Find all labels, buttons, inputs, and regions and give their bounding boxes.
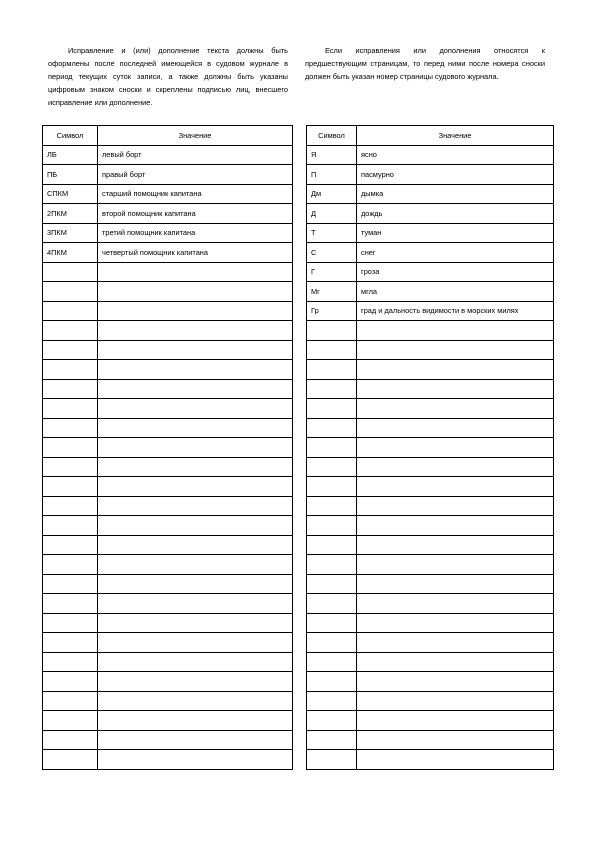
- symbol-cell: [307, 457, 357, 477]
- meaning-cell: град и дальность видимости в морских милях: [357, 301, 554, 321]
- meaning-cell: дымка: [357, 184, 554, 204]
- symbol-cell: [43, 477, 98, 497]
- symbol-cell: [43, 574, 98, 594]
- symbol-cell: [307, 496, 357, 516]
- table-row: [43, 730, 293, 750]
- symbol-cell: СПКМ: [43, 184, 98, 204]
- meaning-cell: [98, 516, 293, 536]
- table-row: [43, 477, 293, 497]
- meaning-cell: [98, 594, 293, 614]
- symbols-table-right: [306, 125, 554, 770]
- symbol-cell: [43, 594, 98, 614]
- symbol-cell: [307, 711, 357, 731]
- table-row: [307, 438, 554, 458]
- meaning-cell: [357, 633, 554, 653]
- meaning-cell: гроза: [357, 262, 554, 282]
- symbol-cell: [307, 399, 357, 419]
- table-row: [307, 711, 554, 731]
- meaning-cell: [357, 516, 554, 536]
- note-left: Исправление и (или) дополнение текста должны быть оформлены после последней имеющейся в судовом журнале в период текущих суток записи, а также должны быть указаны цифровым знаком сноски и скреплены подписью лиц, внесшего исправление или дополнение.: [48, 46, 288, 107]
- meaning-cell: [357, 594, 554, 614]
- meaning-cell: старший помощник капитана: [98, 184, 293, 204]
- symbol-cell: [43, 301, 98, 321]
- table-row: [43, 204, 293, 224]
- table-row: [43, 360, 293, 380]
- symbol-cell: [43, 711, 98, 731]
- meaning-cell: [98, 262, 293, 282]
- symbol-cell: П: [307, 165, 357, 185]
- symbols-table-left: [42, 125, 293, 770]
- meaning-cell: [98, 360, 293, 380]
- meaning-cell: [357, 321, 554, 341]
- table-row: [43, 750, 293, 770]
- table-row: [307, 379, 554, 399]
- meaning-cell: пасмурно: [357, 165, 554, 185]
- meaning-cell: второй помощник капитана: [98, 204, 293, 224]
- meaning-cell: [357, 730, 554, 750]
- meaning-cell: третий помощник капитана: [98, 223, 293, 243]
- meaning-cell: [98, 555, 293, 575]
- table-row: [43, 321, 293, 341]
- symbol-cell: Д: [307, 204, 357, 224]
- table-row: [43, 516, 293, 536]
- meaning-cell: [98, 672, 293, 692]
- meaning-cell: [98, 613, 293, 633]
- table-row: [43, 711, 293, 731]
- symbol-cell: [307, 652, 357, 672]
- table-row: [307, 184, 554, 204]
- symbol-cell: [307, 691, 357, 711]
- meaning-cell: правый борт: [98, 165, 293, 185]
- table-row: [307, 165, 554, 185]
- symbol-cell: [307, 516, 357, 536]
- meaning-cell: [98, 438, 293, 458]
- meaning-cell: [98, 750, 293, 770]
- meaning-cell: [98, 301, 293, 321]
- table-header-row: [307, 126, 554, 146]
- symbol-cell: 2ПКМ: [43, 204, 98, 224]
- table-row: [307, 613, 554, 633]
- note-right: Если исправления или дополнения относятся к предшествующим страницам, то перед ними после номера сноски должен быть указан номер страницы судового журнала.: [305, 46, 545, 81]
- symbol-cell: [307, 321, 357, 341]
- table-row: [307, 516, 554, 536]
- symbol-cell: [307, 555, 357, 575]
- meaning-cell: [357, 457, 554, 477]
- table-row: [43, 262, 293, 282]
- meaning-cell: снег: [357, 243, 554, 263]
- table-row: [307, 145, 554, 165]
- symbol-cell: [43, 496, 98, 516]
- meaning-cell: [98, 652, 293, 672]
- header-meaning: Значение: [98, 126, 293, 146]
- symbol-cell: ПБ: [43, 165, 98, 185]
- symbol-cell: [307, 360, 357, 380]
- meaning-cell: [98, 321, 293, 341]
- table-row: [307, 496, 554, 516]
- table-row: [43, 379, 293, 399]
- table-row: [307, 535, 554, 555]
- table-row: [307, 730, 554, 750]
- symbol-cell: Я: [307, 145, 357, 165]
- table-row: [43, 613, 293, 633]
- table-row: [43, 672, 293, 692]
- table-row: [43, 633, 293, 653]
- symbol-cell: [43, 613, 98, 633]
- meaning-cell: [98, 340, 293, 360]
- meaning-cell: [98, 379, 293, 399]
- symbol-cell: Мг: [307, 282, 357, 302]
- meaning-cell: [98, 730, 293, 750]
- symbol-cell: 4ПКМ: [43, 243, 98, 263]
- table-row: [307, 360, 554, 380]
- meaning-cell: [357, 360, 554, 380]
- symbol-cell: [307, 379, 357, 399]
- symbol-cell: [43, 399, 98, 419]
- table-row: [307, 399, 554, 419]
- table-row: [43, 594, 293, 614]
- meaning-cell: туман: [357, 223, 554, 243]
- table-row: [307, 672, 554, 692]
- symbol-cell: [43, 457, 98, 477]
- symbol-cell: [307, 633, 357, 653]
- table-row: [43, 223, 293, 243]
- meaning-cell: [357, 555, 554, 575]
- meaning-cell: [98, 399, 293, 419]
- table-row: [307, 321, 554, 341]
- symbol-cell: Гр: [307, 301, 357, 321]
- table-row: [43, 457, 293, 477]
- table-row: [307, 594, 554, 614]
- meaning-cell: [357, 711, 554, 731]
- symbol-cell: Дм: [307, 184, 357, 204]
- table-row: [307, 457, 554, 477]
- table-header-row: [43, 126, 293, 146]
- header-meaning: Значение: [357, 126, 554, 146]
- table-row: [43, 399, 293, 419]
- meaning-cell: [357, 438, 554, 458]
- table-row: [43, 340, 293, 360]
- meaning-cell: [357, 574, 554, 594]
- symbol-cell: [43, 672, 98, 692]
- symbol-cell: [43, 360, 98, 380]
- meaning-cell: [98, 691, 293, 711]
- table-row: [307, 204, 554, 224]
- table-row: [307, 262, 554, 282]
- meaning-cell: [357, 379, 554, 399]
- table-row: [43, 496, 293, 516]
- symbol-cell: Т: [307, 223, 357, 243]
- symbol-cell: [43, 516, 98, 536]
- symbol-cell: [43, 535, 98, 555]
- symbol-cell: [43, 262, 98, 282]
- symbol-cell: [307, 594, 357, 614]
- symbol-cell: [43, 750, 98, 770]
- symbol-cell: [43, 633, 98, 653]
- table-row: [43, 145, 293, 165]
- meaning-cell: [98, 496, 293, 516]
- table-row: [307, 301, 554, 321]
- symbol-cell: [43, 418, 98, 438]
- symbol-cell: [43, 730, 98, 750]
- symbol-cell: ЛБ: [43, 145, 98, 165]
- symbol-cell: [307, 340, 357, 360]
- meaning-cell: ясно: [357, 145, 554, 165]
- meaning-cell: дождь: [357, 204, 554, 224]
- table-row: [43, 282, 293, 302]
- table-row: [307, 555, 554, 575]
- table-row: [43, 652, 293, 672]
- symbol-cell: С: [307, 243, 357, 263]
- meaning-cell: [98, 418, 293, 438]
- meaning-cell: [357, 535, 554, 555]
- symbol-cell: [43, 379, 98, 399]
- table-row: [307, 418, 554, 438]
- symbol-cell: [307, 438, 357, 458]
- table-row: [43, 184, 293, 204]
- symbol-cell: [43, 438, 98, 458]
- table-row: [307, 282, 554, 302]
- meaning-cell: [357, 418, 554, 438]
- meaning-cell: [98, 711, 293, 731]
- symbol-cell: [307, 672, 357, 692]
- meaning-cell: [357, 613, 554, 633]
- symbol-cell: [43, 321, 98, 341]
- symbol-cell: [307, 477, 357, 497]
- meaning-cell: [357, 496, 554, 516]
- table-row: [43, 535, 293, 555]
- table-row: [43, 301, 293, 321]
- table-row: [43, 243, 293, 263]
- meaning-cell: [357, 672, 554, 692]
- meaning-cell: [357, 691, 554, 711]
- meaning-cell: [98, 477, 293, 497]
- meaning-cell: [98, 282, 293, 302]
- symbol-cell: [307, 418, 357, 438]
- symbol-cell: Г: [307, 262, 357, 282]
- symbol-cell: [307, 750, 357, 770]
- table-row: [43, 555, 293, 575]
- table-row: [307, 633, 554, 653]
- meaning-cell: [357, 750, 554, 770]
- symbol-cell: [43, 652, 98, 672]
- table-row: [307, 340, 554, 360]
- meaning-cell: [357, 652, 554, 672]
- table-row: [307, 223, 554, 243]
- meaning-cell: мгла: [357, 282, 554, 302]
- meaning-cell: [357, 399, 554, 419]
- symbol-cell: [307, 613, 357, 633]
- symbol-cell: [307, 574, 357, 594]
- table-row: [307, 750, 554, 770]
- symbol-cell: [307, 730, 357, 750]
- header-symbol: Символ: [43, 126, 98, 146]
- table-row: [43, 574, 293, 594]
- meaning-cell: [98, 457, 293, 477]
- meaning-cell: [357, 340, 554, 360]
- table-row: [43, 165, 293, 185]
- table-row: [43, 691, 293, 711]
- symbol-cell: [307, 535, 357, 555]
- meaning-cell: четвертый помощник капитана: [98, 243, 293, 263]
- symbol-cell: [43, 340, 98, 360]
- symbol-cell: [43, 691, 98, 711]
- header-symbol: Символ: [307, 126, 357, 146]
- symbol-cell: [43, 555, 98, 575]
- table-row: [307, 652, 554, 672]
- table-row: [43, 438, 293, 458]
- table-row: [43, 418, 293, 438]
- meaning-cell: левый борт: [98, 145, 293, 165]
- meaning-cell: [98, 633, 293, 653]
- table-row: [307, 243, 554, 263]
- meaning-cell: [357, 477, 554, 497]
- meaning-cell: [98, 574, 293, 594]
- meaning-cell: [98, 535, 293, 555]
- table-row: [307, 477, 554, 497]
- table-row: [307, 574, 554, 594]
- symbol-cell: [43, 282, 98, 302]
- table-row: [307, 691, 554, 711]
- symbol-cell: 3ПКМ: [43, 223, 98, 243]
